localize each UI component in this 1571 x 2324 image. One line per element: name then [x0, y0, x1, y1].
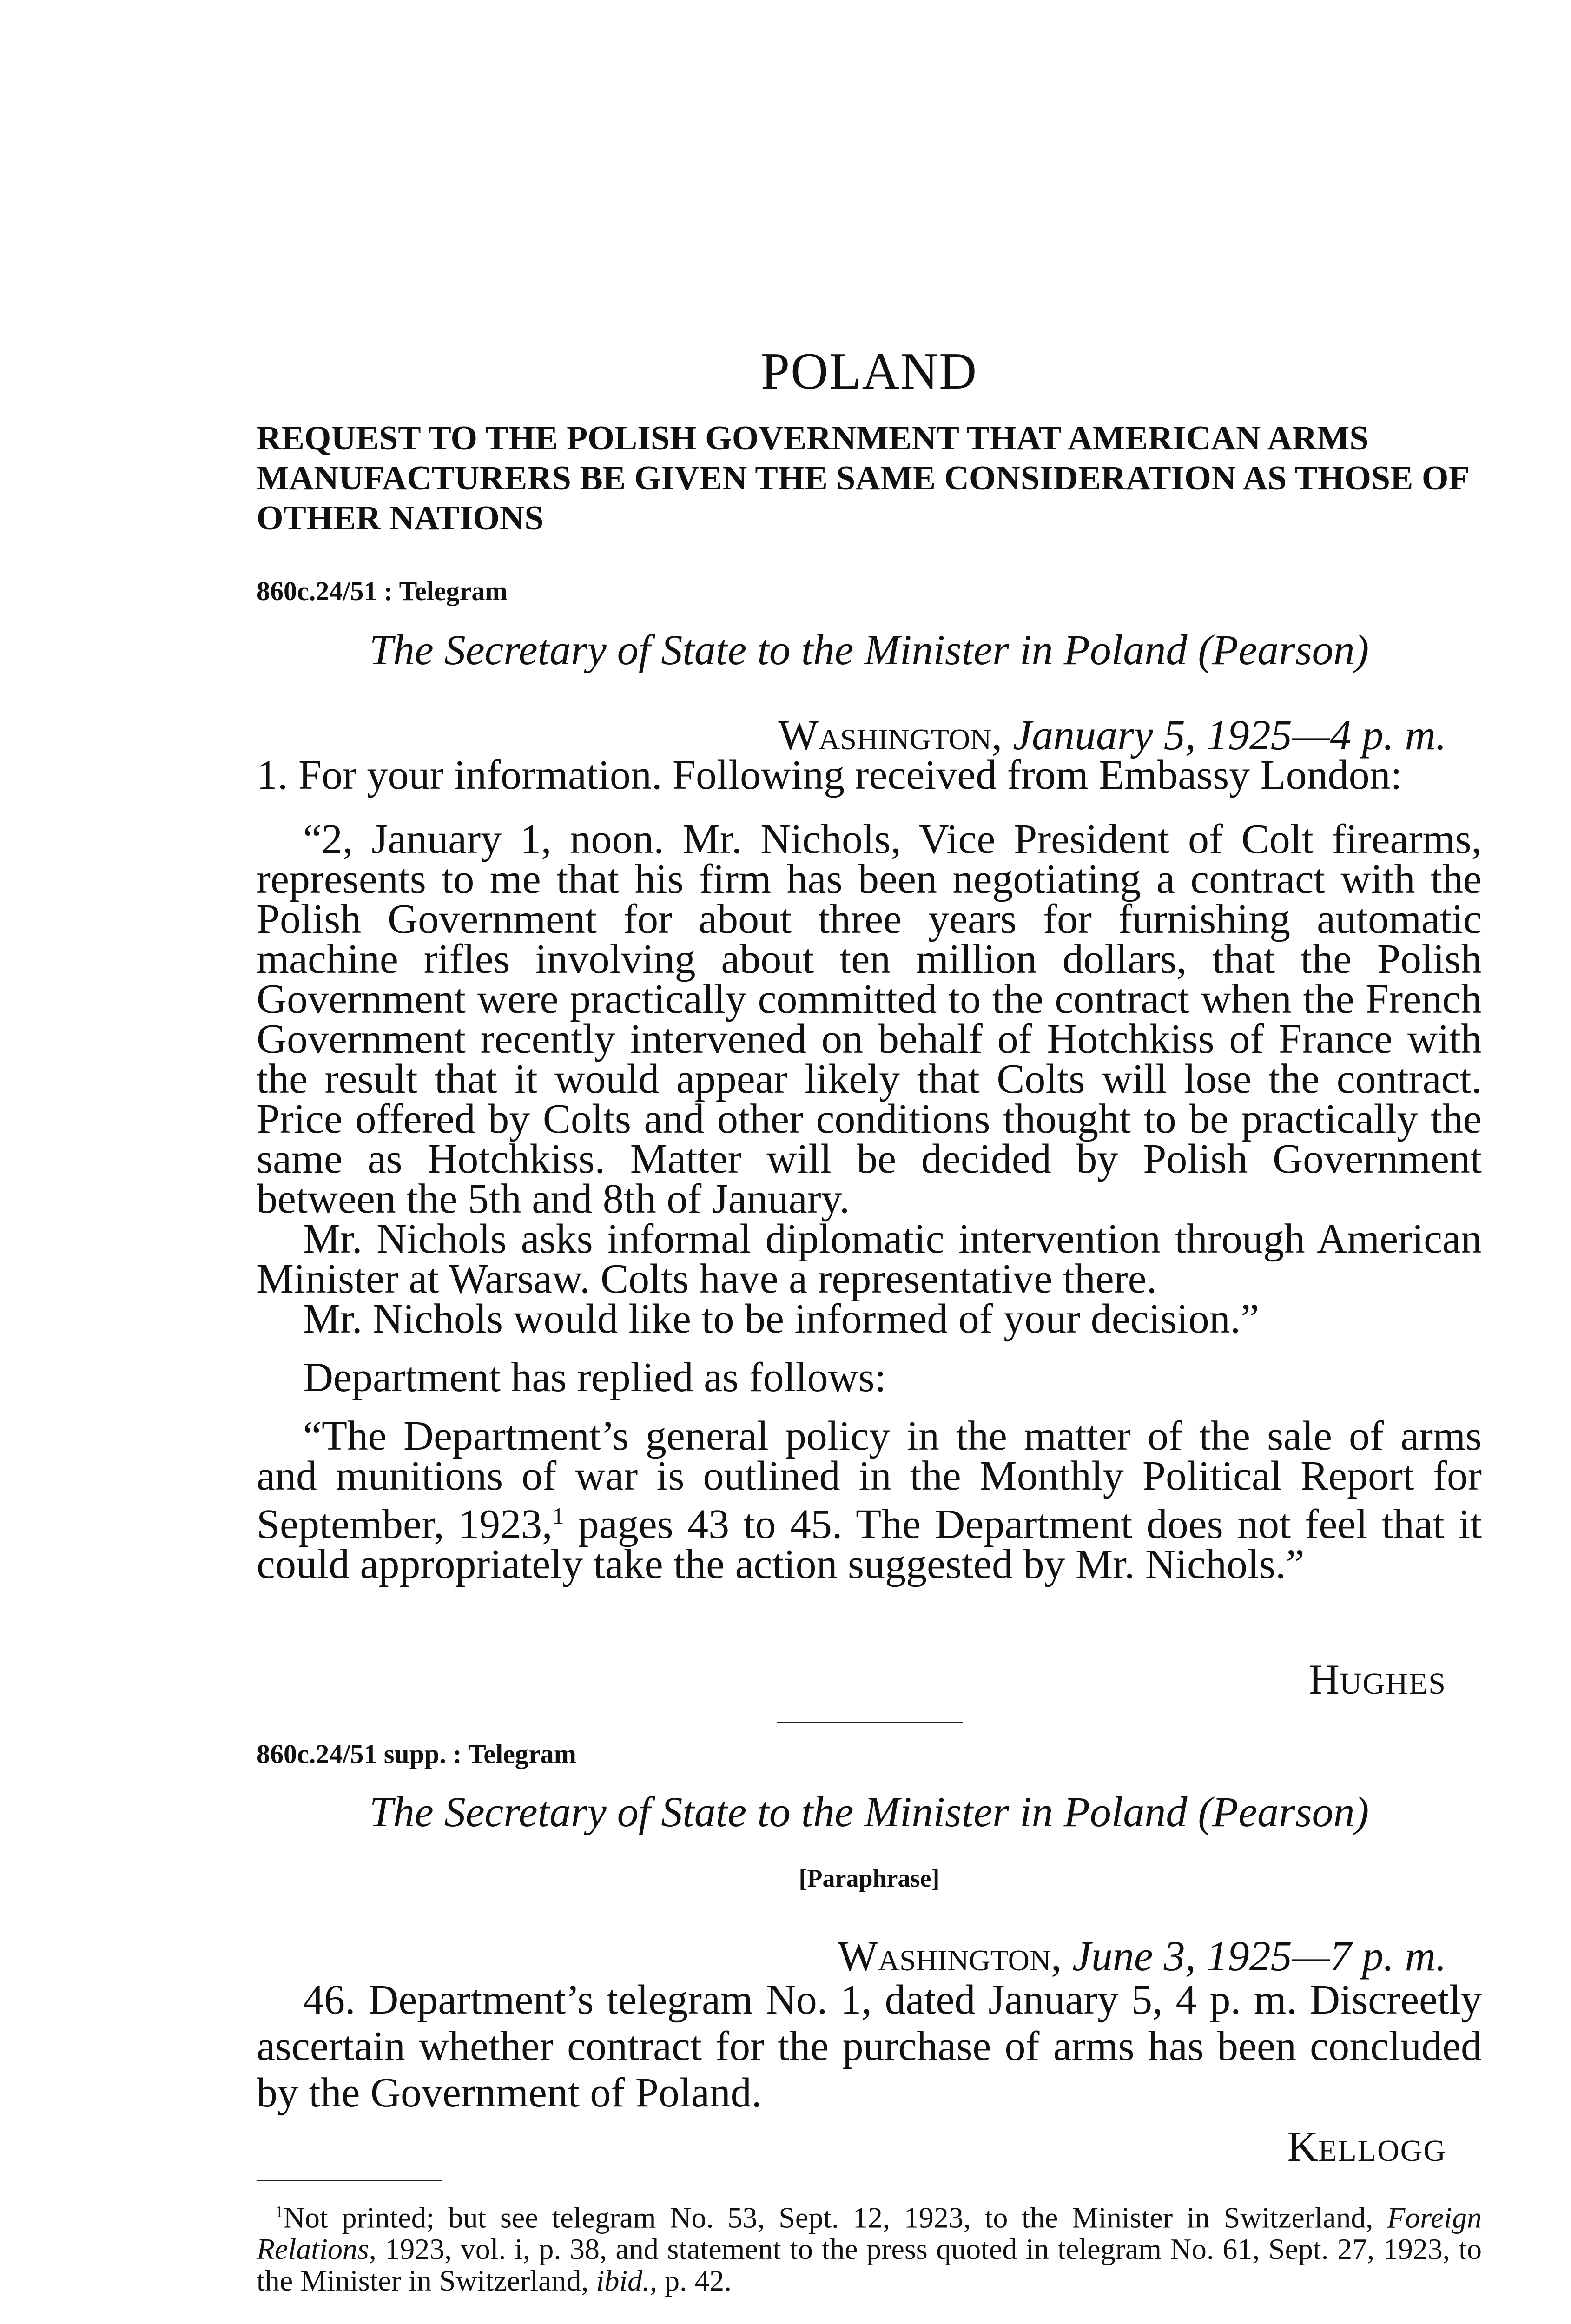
paragraph: Department has replied as follows: [303, 1354, 886, 1400]
dateline-date: June 3, 1925—7 p. m. [1072, 1932, 1446, 1980]
paragraph: 46. Department’s telegram No. 1, dated January 5, 4 p. m. Discreetly ascertain whether contract for the purchase of arms has been concluded by the Government of Poland. [257, 1977, 1482, 2116]
signature-kellogg: KELLOGG [1287, 2123, 1446, 2170]
dateline-place: Washington, [838, 1932, 1062, 1980]
paragraph-quote: Mr. Nichols asks informal diplomatic intervention through American Minister at Warsaw. Colts have a representative there. [257, 1216, 1482, 1302]
footnote [257, 2196, 1482, 2297]
address-line-1: The Secretary of State to the Minister in Poland (Pearson) [369, 626, 1369, 673]
section-heading: REQUEST TO THE POLISH GOVERNMENT THAT AMERICAN ARMS MANUFACTURERS BE GIVEN THE SAME CONSIDERATION AS THOSE OF OTHER NATIONS [257, 419, 1468, 537]
footnote-marker: 1 [275, 2203, 284, 2221]
footnote-text: $^1$Not printed; but see telegram No. 53, Sept. 12, 1923, to the Minister in Switzerland, Foreign Relations, 1923, vol. i, p. 38, and statement to the press quoted in telegram No. 61, Sept. 27, 1923, to the Minister in Switzerland, ibid., p. 42. [257, 2201, 1482, 2298]
dateline-date: January 5, 1925—4 p. m. [1013, 711, 1446, 759]
section-divider [777, 1722, 963, 1723]
paragraph-quote: “2, January 1, noon. Mr. Nichols, Vice President of Colt firearms, represents to me that his firm has been negotiating a contract with the Polish Government for about three years for furnishing automatic machine rifles involving about ten million dollars, that the Polish Government were practically committed to the contract when the French Government recently intervened on behalf of Hotchkiss of France with the result that it would appear likely that Colts will lose the contract. Price offered by Colts and other conditions thought to be practically the same as Hotchkiss. Matter will be decided by Polish Government between the 5th and 8th of January. [257, 816, 1482, 1222]
dateline-place: Washington, [778, 711, 1003, 759]
paragraph: 1. For your information. Following received from Embassy London: [257, 752, 1402, 798]
page-title: POLAND [760, 343, 978, 400]
file-reference-1: 860c.24/51 : Telegram [257, 576, 508, 606]
dateline-2 [257, 1931, 1446, 1981]
file-reference-2: 860c.24/51 supp. : Telegram [257, 1739, 576, 1769]
document-body-1 [257, 752, 1482, 1587]
address-line-2: The Secretary of State to the Minister in Poland (Pearson) [369, 1788, 1369, 1835]
document-body-2 [257, 1977, 1482, 2116]
footnote-reference: 1 [552, 1503, 564, 1529]
paragraph-quote: Mr. Nichols would like to be informed of your decision.” [303, 1296, 1260, 1342]
signature-hughes: HUGHES [1308, 1656, 1446, 1703]
paraphrase-note: [Paraphrase] [799, 1864, 940, 1892]
paragraph-quote: “The Department’s general policy in the matter of the sale of arms and munitions of war is outlined in the Monthly Political Report for September, 1923,$^1$ pages 43 to 45. The Department does not feel that it could appropriately take the action suggested by Mr. Nichols.” [257, 1413, 1482, 1587]
footnote-rule [257, 2180, 442, 2181]
